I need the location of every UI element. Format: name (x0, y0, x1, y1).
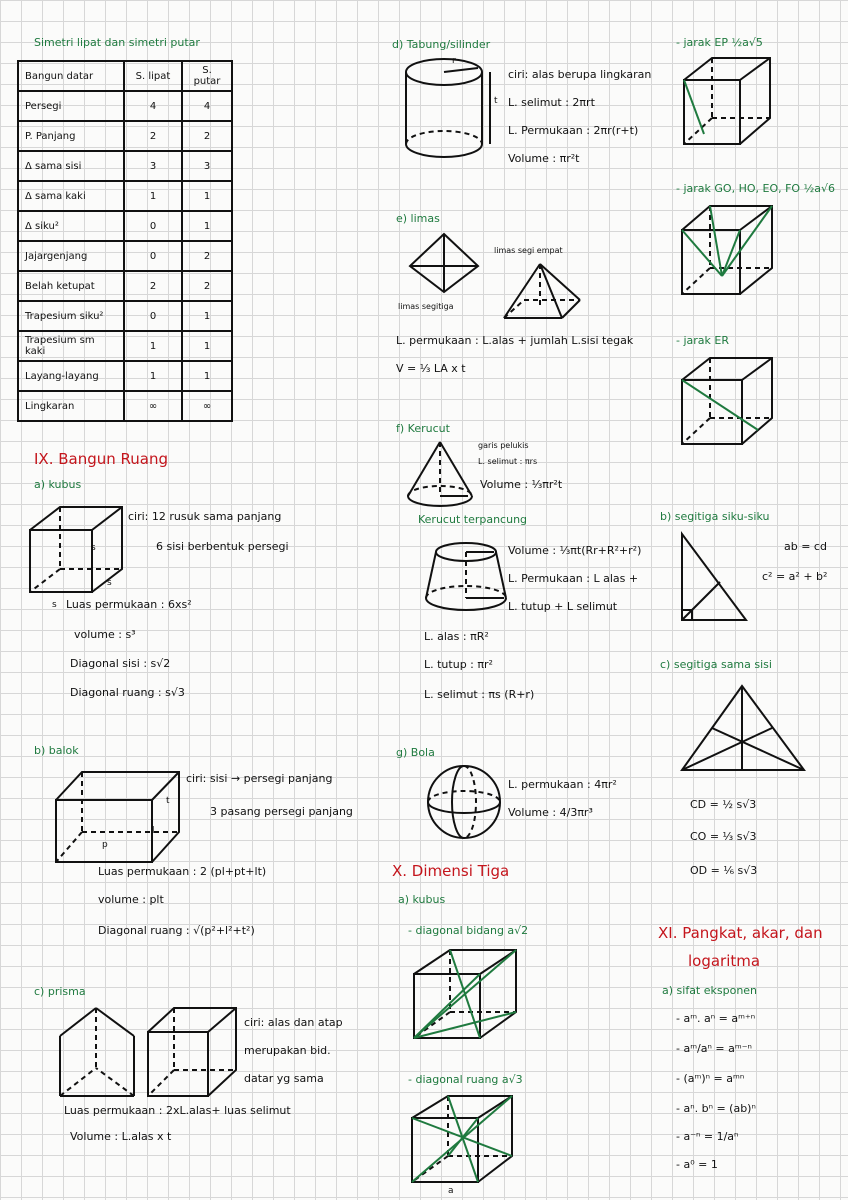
table-header: S. lipat (124, 61, 182, 91)
table-cell: ∞ (124, 391, 182, 421)
balok-luas: Luas permukaan : 2 (pl+pt+lt) (98, 865, 267, 878)
eksponen-rule: - aⁿ. bⁿ = (ab)ⁿ (676, 1102, 756, 1115)
table-row (18, 361, 232, 391)
table-row (18, 331, 232, 361)
table-header: Bangun datar (18, 61, 124, 91)
terpancung-alas: L. alas : πR² (424, 630, 489, 643)
table-cell: 3 (124, 151, 182, 181)
table-cell: P. Panjang (18, 121, 124, 151)
cuboid-label-l: l (152, 826, 155, 836)
jarak-go-label: - jarak GO, HO, EO, FO ½a√6 (676, 182, 835, 195)
terpancung-volume: Volume : ⅓πt(Rr+R²+r²) (508, 544, 642, 557)
table-row (18, 121, 232, 151)
cuboid-label-p: p (102, 840, 108, 850)
table-cell: Lingkaran (18, 391, 124, 421)
triangular-pyramid-figure (408, 232, 480, 294)
table-cell: Persegi (18, 91, 124, 121)
table-cell: ∞ (182, 391, 232, 421)
table-cell: Δ sama sisi (18, 151, 124, 181)
cube-jarak-go-figure (680, 204, 776, 298)
balok-diagonal-ruang: Diagonal ruang : √(p²+l²+t²) (98, 924, 255, 937)
symmetry-title: Simetri lipat dan simetri putar (34, 36, 200, 49)
limas-volume: V = ⅓ LA x t (396, 362, 466, 375)
table-row (18, 181, 232, 211)
balok-heading: b) balok (34, 744, 79, 757)
cuboid-figure (54, 770, 184, 865)
right-triangle-figure (680, 532, 750, 624)
bola-permukaan: L. permukaan : 4πr² (508, 778, 617, 791)
kubus-diagonal-ruang: Diagonal ruang : s√3 (70, 686, 185, 699)
prisma-ciri-2: merupakan bid. (244, 1044, 331, 1057)
eksponen-rule: - a⁻ⁿ = 1/aⁿ (676, 1130, 739, 1143)
prisma-volume: Volume : L.alas x t (70, 1130, 172, 1143)
cone-figure (404, 440, 476, 510)
prisma-ciri-3: datar yg sama (244, 1072, 324, 1085)
kerucut-heading: f) Kerucut (396, 422, 450, 435)
table-cell: 1 (182, 211, 232, 241)
table-row (18, 151, 232, 181)
table-row (18, 301, 232, 331)
table-row (18, 211, 232, 241)
kubus-heading: a) kubus (34, 478, 82, 491)
table-cell: 1 (182, 331, 232, 361)
table-cell: Trapesium sm kaki (18, 331, 124, 361)
prism-figures (58, 1006, 238, 1098)
table-cell: 2 (124, 271, 182, 301)
segitiga-sama-sisi-heading: c) segitiga sama sisi (660, 658, 772, 671)
kerucut-volume: Volume : ⅓πr²t (480, 478, 563, 491)
kubus-luas: Luas permukaan : 6xs² (66, 598, 192, 611)
limas-label-segi3: limas segitiga (398, 302, 454, 311)
jarak-er-label: - jarak ER (676, 334, 729, 347)
table-row (18, 241, 232, 271)
terpancung-permukaan: L. Permukaan : L alas + (508, 572, 639, 585)
cylinder-label-r: r (452, 56, 456, 66)
terpancung-tutup: L. tutup : πr² (424, 658, 493, 671)
table-cell: 1 (182, 301, 232, 331)
table-cell: 1 (182, 181, 232, 211)
kerucut-garis-pelukis: garis pelukis (478, 441, 529, 450)
kubus-diagonal-sisi: Diagonal sisi : s√2 (70, 657, 171, 670)
table-cell: 1 (124, 331, 182, 361)
cube-label-s: s (91, 543, 96, 553)
table-row (18, 391, 232, 421)
od-formula: OD = ⅙ s√3 (690, 864, 758, 877)
table-cell: 2 (182, 121, 232, 151)
balok-ciri-2: 3 pasang persegi panjang (210, 805, 353, 818)
kubus-volume: volume : s³ (74, 628, 136, 641)
dimensi-kubus-heading: a) kubus (398, 893, 446, 906)
jarak-ep-label: - jarak EP ½a√5 (676, 36, 763, 49)
diagonal-ruang-label: - diagonal ruang a√3 (408, 1073, 523, 1086)
cube-label-s: s (52, 600, 57, 610)
section-title-x: X. Dimensi Tiga (392, 862, 510, 880)
table-row (18, 91, 232, 121)
table-cell: Layang-layang (18, 361, 124, 391)
prisma-heading: c) prisma (34, 985, 86, 998)
siku-formula-1: ab = cd (784, 540, 827, 553)
kubus-ciri-2: 6 sisi berbentuk persegi (156, 540, 289, 553)
cube-jarak-ep-figure (682, 56, 776, 148)
eksponen-rule: - aᵐ. aⁿ = aᵐ⁺ⁿ (676, 1012, 756, 1025)
table-cell: 1 (124, 181, 182, 211)
table-cell: 3 (182, 151, 232, 181)
limas-label-segi4: limas segi empat (494, 246, 563, 255)
kerucut-selimut: L. selimut : πrs (478, 457, 538, 466)
limas-heading: e) limas (396, 212, 440, 225)
cube-jarak-er-figure (680, 356, 776, 448)
balok-ciri-1: ciri: sisi → persegi panjang (186, 772, 333, 785)
cube-label-s: s (107, 578, 112, 588)
symmetry-table (17, 60, 233, 422)
tabung-ciri: ciri: alas berupa lingkaran (508, 68, 652, 81)
balok-volume: volume : plt (98, 893, 164, 906)
frustum-figure (424, 540, 508, 616)
prisma-luas: Luas permukaan : 2xL.alas+ luas selimut (64, 1104, 291, 1117)
prisma-ciri-1: ciri: alas dan atap (244, 1016, 343, 1029)
table-cell: 1 (124, 361, 182, 391)
bola-volume: Volume : 4/3πr³ (508, 806, 593, 819)
table-row (18, 271, 232, 301)
table-cell: 1 (182, 361, 232, 391)
kubus-ciri-1: ciri: 12 rusuk sama panjang (128, 510, 282, 523)
table-cell: Belah ketupat (18, 271, 124, 301)
table-cell: 4 (124, 91, 182, 121)
terpancung-heading: Kerucut terpancung (418, 513, 528, 526)
tabung-heading: d) Tabung/silinder (392, 38, 491, 51)
bola-heading: g) Bola (396, 746, 435, 759)
table-cell: Jajargenjang (18, 241, 124, 271)
tabung-volume: Volume : πr²t (508, 152, 580, 165)
eksponen-rule: - aᵐ/aⁿ = aᵐ⁻ⁿ (676, 1042, 752, 1055)
co-formula: CO = ⅓ s√3 (690, 830, 757, 843)
table-cell: 2 (182, 241, 232, 271)
tabung-selimut: L. selimut : 2πrt (508, 96, 595, 109)
segitiga-siku-heading: b) segitiga siku-siku (660, 510, 770, 523)
tabung-permukaan: L. Permukaan : 2πr(r+t) (508, 124, 639, 137)
diagonal-bidang-label: - diagonal bidang a√2 (408, 924, 529, 937)
table-cell: Trapesium siku² (18, 301, 124, 331)
section-title-xi-line2: logaritma (688, 952, 761, 970)
cube-diagonal-ruang-figure (410, 1094, 516, 1186)
table-cell: Δ siku² (18, 211, 124, 241)
table-header-row (18, 61, 232, 91)
limas-permukaan: L. permukaan : L.alas + jumlah L.sisi tegak (396, 334, 634, 347)
square-pyramid-figure (500, 262, 582, 322)
eksponen-rule: - (aᵐ)ⁿ = aᵐⁿ (676, 1072, 745, 1085)
table-header: S. putar (182, 61, 232, 91)
eksponen-heading: a) sifat eksponen (662, 984, 758, 997)
equilateral-triangle-figure (680, 684, 810, 774)
table-cell: 0 (124, 301, 182, 331)
cube-edge-label-a: a (448, 1186, 454, 1196)
cuboid-label-t: t (166, 796, 170, 806)
terpancung-permukaan-2: L. tutup + L selimut (508, 600, 618, 613)
siku-formula-2: c² = a² + b² (762, 570, 828, 583)
section-title-xi: XI. Pangkat, akar, dan (658, 924, 823, 942)
table-cell: 0 (124, 211, 182, 241)
table-cell: 4 (182, 91, 232, 121)
cylinder-label-t: t (494, 96, 498, 106)
terpancung-selimut: L. selimut : πs (R+r) (424, 688, 535, 701)
table-cell: 0 (124, 241, 182, 271)
cd-formula: CD = ½ s√3 (690, 798, 757, 811)
table-cell: 2 (124, 121, 182, 151)
table-cell: Δ sama kaki (18, 181, 124, 211)
cylinder-figure (402, 56, 494, 162)
sphere-figure (424, 764, 504, 840)
cube-figure (28, 505, 128, 595)
cube-diagonal-bidang-figure (412, 948, 520, 1042)
section-title-ix: IX. Bangun Ruang (34, 450, 169, 468)
table-cell: 2 (182, 271, 232, 301)
eksponen-rule: - a⁰ = 1 (676, 1158, 718, 1171)
